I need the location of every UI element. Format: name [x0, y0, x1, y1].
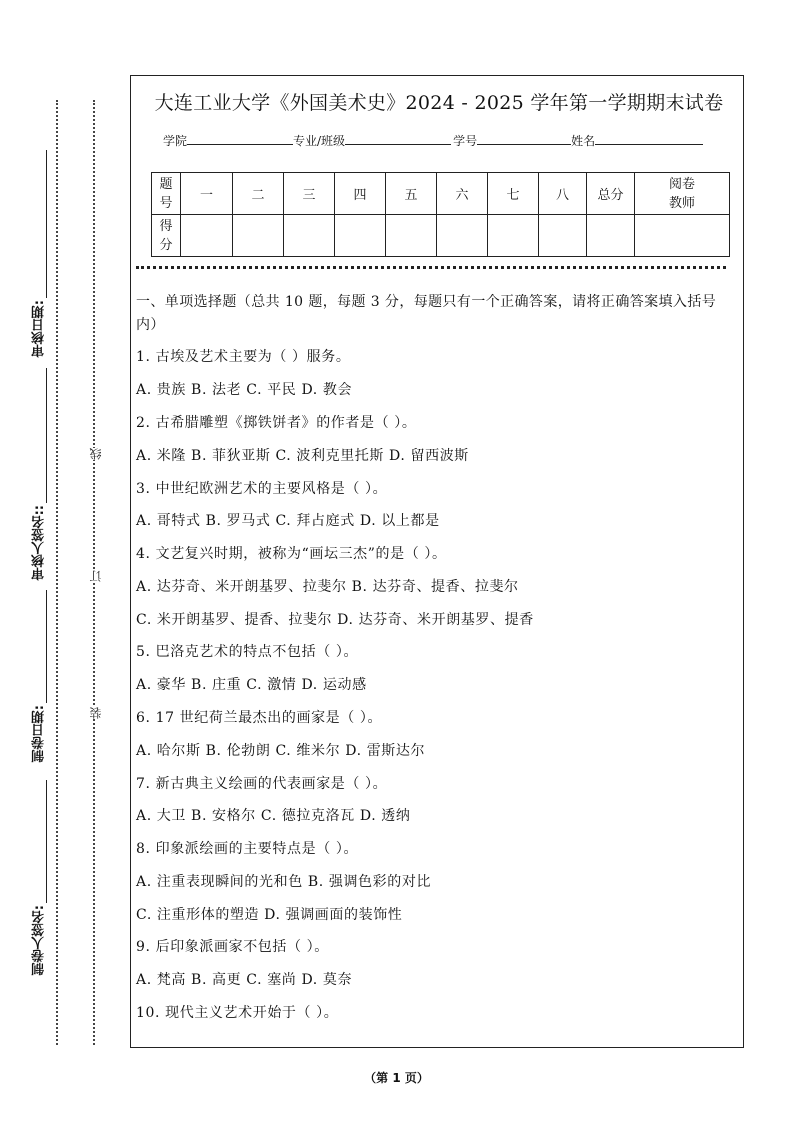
- question-line: C. 米开朗基罗、提香、拉斐尔 D. 达芬奇、米开朗基罗、提香: [136, 612, 534, 628]
- question-line: A. 哥特式 B. 罗马式 C. 拜占庭式 D. 以上都是: [136, 513, 440, 529]
- score-label: 得分: [159, 218, 173, 253]
- score-cell[interactable]: [233, 215, 284, 257]
- score-cell[interactable]: [488, 215, 539, 257]
- question-line: 6. 17 世纪荷兰最杰出的画家是（ ）。: [136, 710, 383, 726]
- question-line: A. 贵族 B. 法老 C. 平民 D. 教会: [136, 382, 353, 398]
- col-header: 四: [335, 173, 386, 215]
- col-header: 三: [284, 173, 335, 215]
- col-header: 五: [386, 173, 437, 215]
- maker-date-label: 制卷日期:: [32, 705, 47, 763]
- major-field[interactable]: [345, 132, 451, 145]
- exam-title: 大连工业大学《外国美术史》2024 - 2025 学年第一学期期末试卷: [154, 92, 724, 114]
- major-label: 专业/班级: [293, 134, 346, 148]
- question-line: 7. 新古典主义绘画的代表画家是（ ）。: [136, 776, 388, 792]
- question-number-label: 题号: [159, 176, 173, 211]
- question-line: 10. 现代主义艺术开始于（ ）。: [136, 1005, 339, 1021]
- maker-sign-line: [46, 780, 47, 903]
- college-label: 学院: [163, 134, 188, 148]
- question-line: C. 注重形体的塑造 D. 强调画面的装饰性: [136, 907, 403, 923]
- question-line: 5. 巴洛克艺术的特点不包括（ ）。: [136, 644, 359, 660]
- col-header: 七: [488, 173, 539, 215]
- score-cell[interactable]: [335, 215, 386, 257]
- approver-sign-label: 审核人签名::: [32, 505, 47, 581]
- col-header: 一: [181, 173, 233, 215]
- question-line: A. 米隆 B. 菲狄亚斯 C. 波利克里托斯 D. 留西波斯: [136, 448, 469, 464]
- binding-char-line: 线: [89, 448, 103, 460]
- score-cell[interactable]: [181, 215, 233, 257]
- col-header: 二: [233, 173, 284, 215]
- col-header-total: 总分: [587, 173, 635, 215]
- question-line: A. 大卫 B. 安格尔 C. 德拉克洛瓦 D. 透纳: [136, 808, 411, 824]
- question-line: A. 梵高 B. 高更 C. 塞尚 D. 莫奈: [136, 972, 353, 988]
- question-line: A. 达芬奇、米开朗基罗、拉斐尔 B. 达芬奇、提香、拉斐尔: [136, 579, 519, 595]
- col-header: 八: [539, 173, 587, 215]
- question-line: 1. 古埃及艺术主要为（ ）服务。: [136, 349, 351, 365]
- question-line: 4. 文艺复兴时期，被称为“画坛三杰”的是（ ）。: [136, 546, 447, 562]
- score-cell-total[interactable]: [587, 215, 635, 257]
- question-line: A. 豪华 B. 庄重 C. 激情 D. 运动感: [136, 677, 367, 693]
- name-field[interactable]: [595, 132, 703, 145]
- header-divider: [136, 266, 726, 269]
- col-header: 六: [437, 173, 488, 215]
- maker-sign-label: 制卷人签名:: [32, 905, 47, 976]
- question-line: 8. 印象派绘画的主要特点是（ ）。: [136, 841, 359, 857]
- grader-label: 阅卷教师: [668, 176, 695, 211]
- student-id-label: 学号: [453, 134, 478, 148]
- maker-date-line: [46, 590, 47, 703]
- binding-dotted-line-outer: [56, 100, 58, 1045]
- score-table: [151, 172, 730, 257]
- question-line: 3. 中世纪欧洲艺术的主要风格是（ ）。: [136, 481, 388, 497]
- section-1-title: 一、单项选择题（总共 10 题，每题 3 分，每题只有一个正确答案，请将正确答案填入括号内）: [136, 294, 717, 333]
- score-cell[interactable]: [284, 215, 335, 257]
- score-cell[interactable]: [386, 215, 437, 257]
- page-number: （第 1 页）: [364, 1071, 429, 1085]
- student-info-row: [163, 132, 703, 149]
- question-line: A. 注重表现瞬间的光和色 B. 强调色彩的对比: [136, 874, 432, 890]
- binding-char-mount: 装: [89, 707, 103, 719]
- score-table-score-row: [152, 215, 730, 257]
- approver-sign-line: [46, 368, 47, 503]
- score-table-header-row: [152, 173, 730, 215]
- score-cell[interactable]: [539, 215, 587, 257]
- question-line: 2. 古希腊雕塑《掷铁饼者》的作者是（ ）。: [136, 415, 417, 431]
- col-header-grader: [635, 173, 730, 215]
- score-row-label: [152, 215, 181, 257]
- question-line: A. 哈尔斯 B. 伦勃朗 C. 维米尔 D. 雷斯达尔: [136, 743, 426, 759]
- student-id-field[interactable]: [477, 132, 571, 145]
- question-line: 9. 后印象派画家不包括（ ）。: [136, 939, 329, 955]
- name-label: 姓名: [571, 134, 596, 148]
- score-cell-grader[interactable]: [635, 215, 730, 257]
- approval-date-line: [46, 150, 47, 298]
- binding-char-bind: 订: [89, 570, 103, 582]
- approval-date-label: 审核日期:: [32, 300, 47, 358]
- college-field[interactable]: [187, 132, 293, 145]
- score-table-row-label: [152, 173, 181, 215]
- score-cell[interactable]: [437, 215, 488, 257]
